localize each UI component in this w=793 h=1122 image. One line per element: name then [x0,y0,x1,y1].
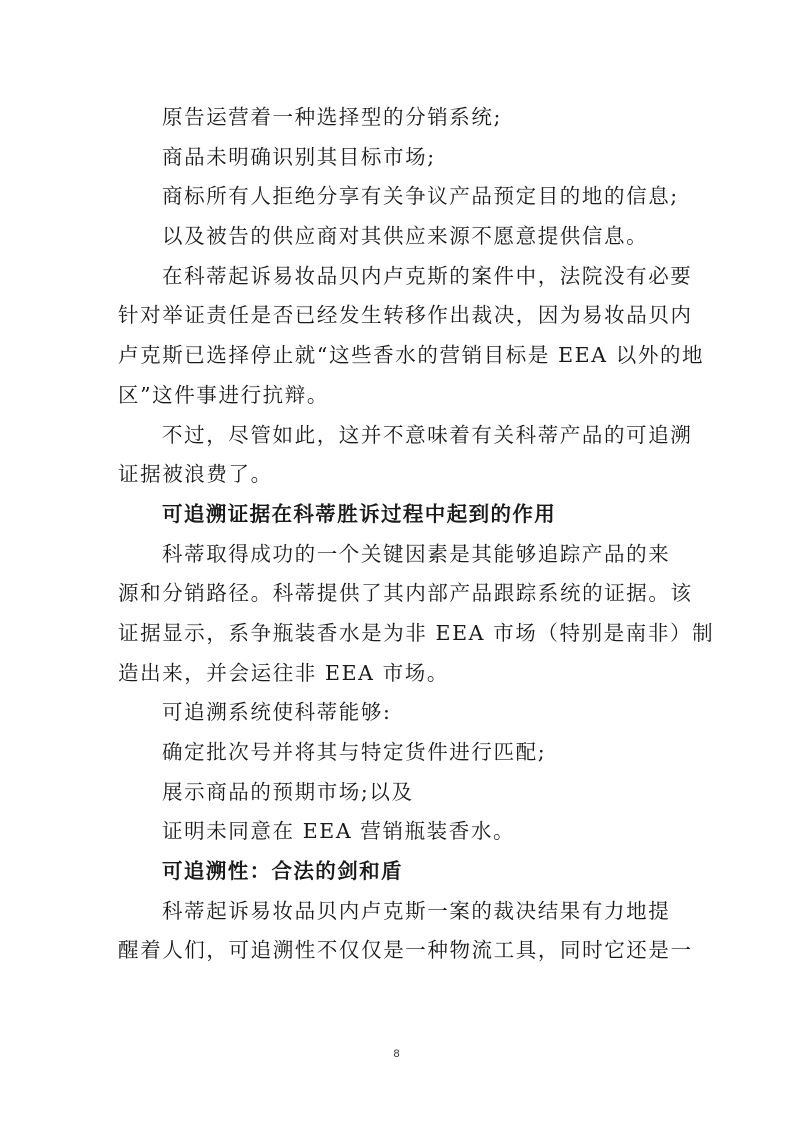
list-item: 商标所有人拒绝分享有关争议产品预定目的地的信息; [162,184,679,209]
body-text [118,98,715,971]
paragraph-line: 科蒂起诉易妆品贝内卢克斯一案的裁决结果有力地提 [162,898,671,923]
section-heading: 可追溯证据在科蒂胜诉过程中起到的作用 [162,501,557,526]
paragraph-line: 针对举证责任是否已经发生转移作出裁决，因为易妆品贝内 [118,303,693,328]
paragraph-line: 造出来，并会运往非 EEA 市场。 [118,660,449,685]
page-number: 8 [393,1048,400,1060]
paragraph-line: 卢克斯已选择停止就“这些香水的营销目标是 EEA 以外的地 [118,343,705,368]
list-item: 原告运营着一种选择型的分销系统; [162,105,503,129]
list-item: 以及被告的供应商对其供应来源不愿意提供信息。 [162,224,649,249]
list-item: 证明未同意在 EEA 营销瓶装香水。 [162,819,516,844]
list-item: 商品未明确识别其目标市场; [162,144,436,169]
section-heading: 可追溯性：合法的剑和盾 [162,859,403,884]
paragraph-line: 证据显示，系争瓶装香水是为非 EEA 市场（特别是南非）制 [118,620,715,645]
paragraph-line: 醒着人们，可追溯性不仅仅是一种物流工具，同时它还是一 [118,938,693,963]
paragraph-line: 不过，尽管如此，这并不意味着有关科蒂产品的可追溯 [162,422,693,447]
paragraph-line: 可追溯系统使科蒂能够: [162,700,392,725]
list-item: 展示商品的预期市场;以及 [162,779,414,804]
paragraph-line: 证据被浪费了。 [118,462,273,487]
paragraph-line: 科蒂取得成功的一个关键因素是其能够追踪产品的来 [162,541,671,566]
paragraph-line: 源和分销路径。科蒂提供了其内部产品跟踪系统的证据。该 [118,581,693,606]
list-item: 确定批次号并将其与特定货件进行匹配; [162,740,547,764]
paragraph-line: 在科蒂起诉易妆品贝内卢克斯的案件中，法院没有必要 [162,263,693,288]
paragraph-line: 区”这件事进行抗辩。 [118,382,329,407]
